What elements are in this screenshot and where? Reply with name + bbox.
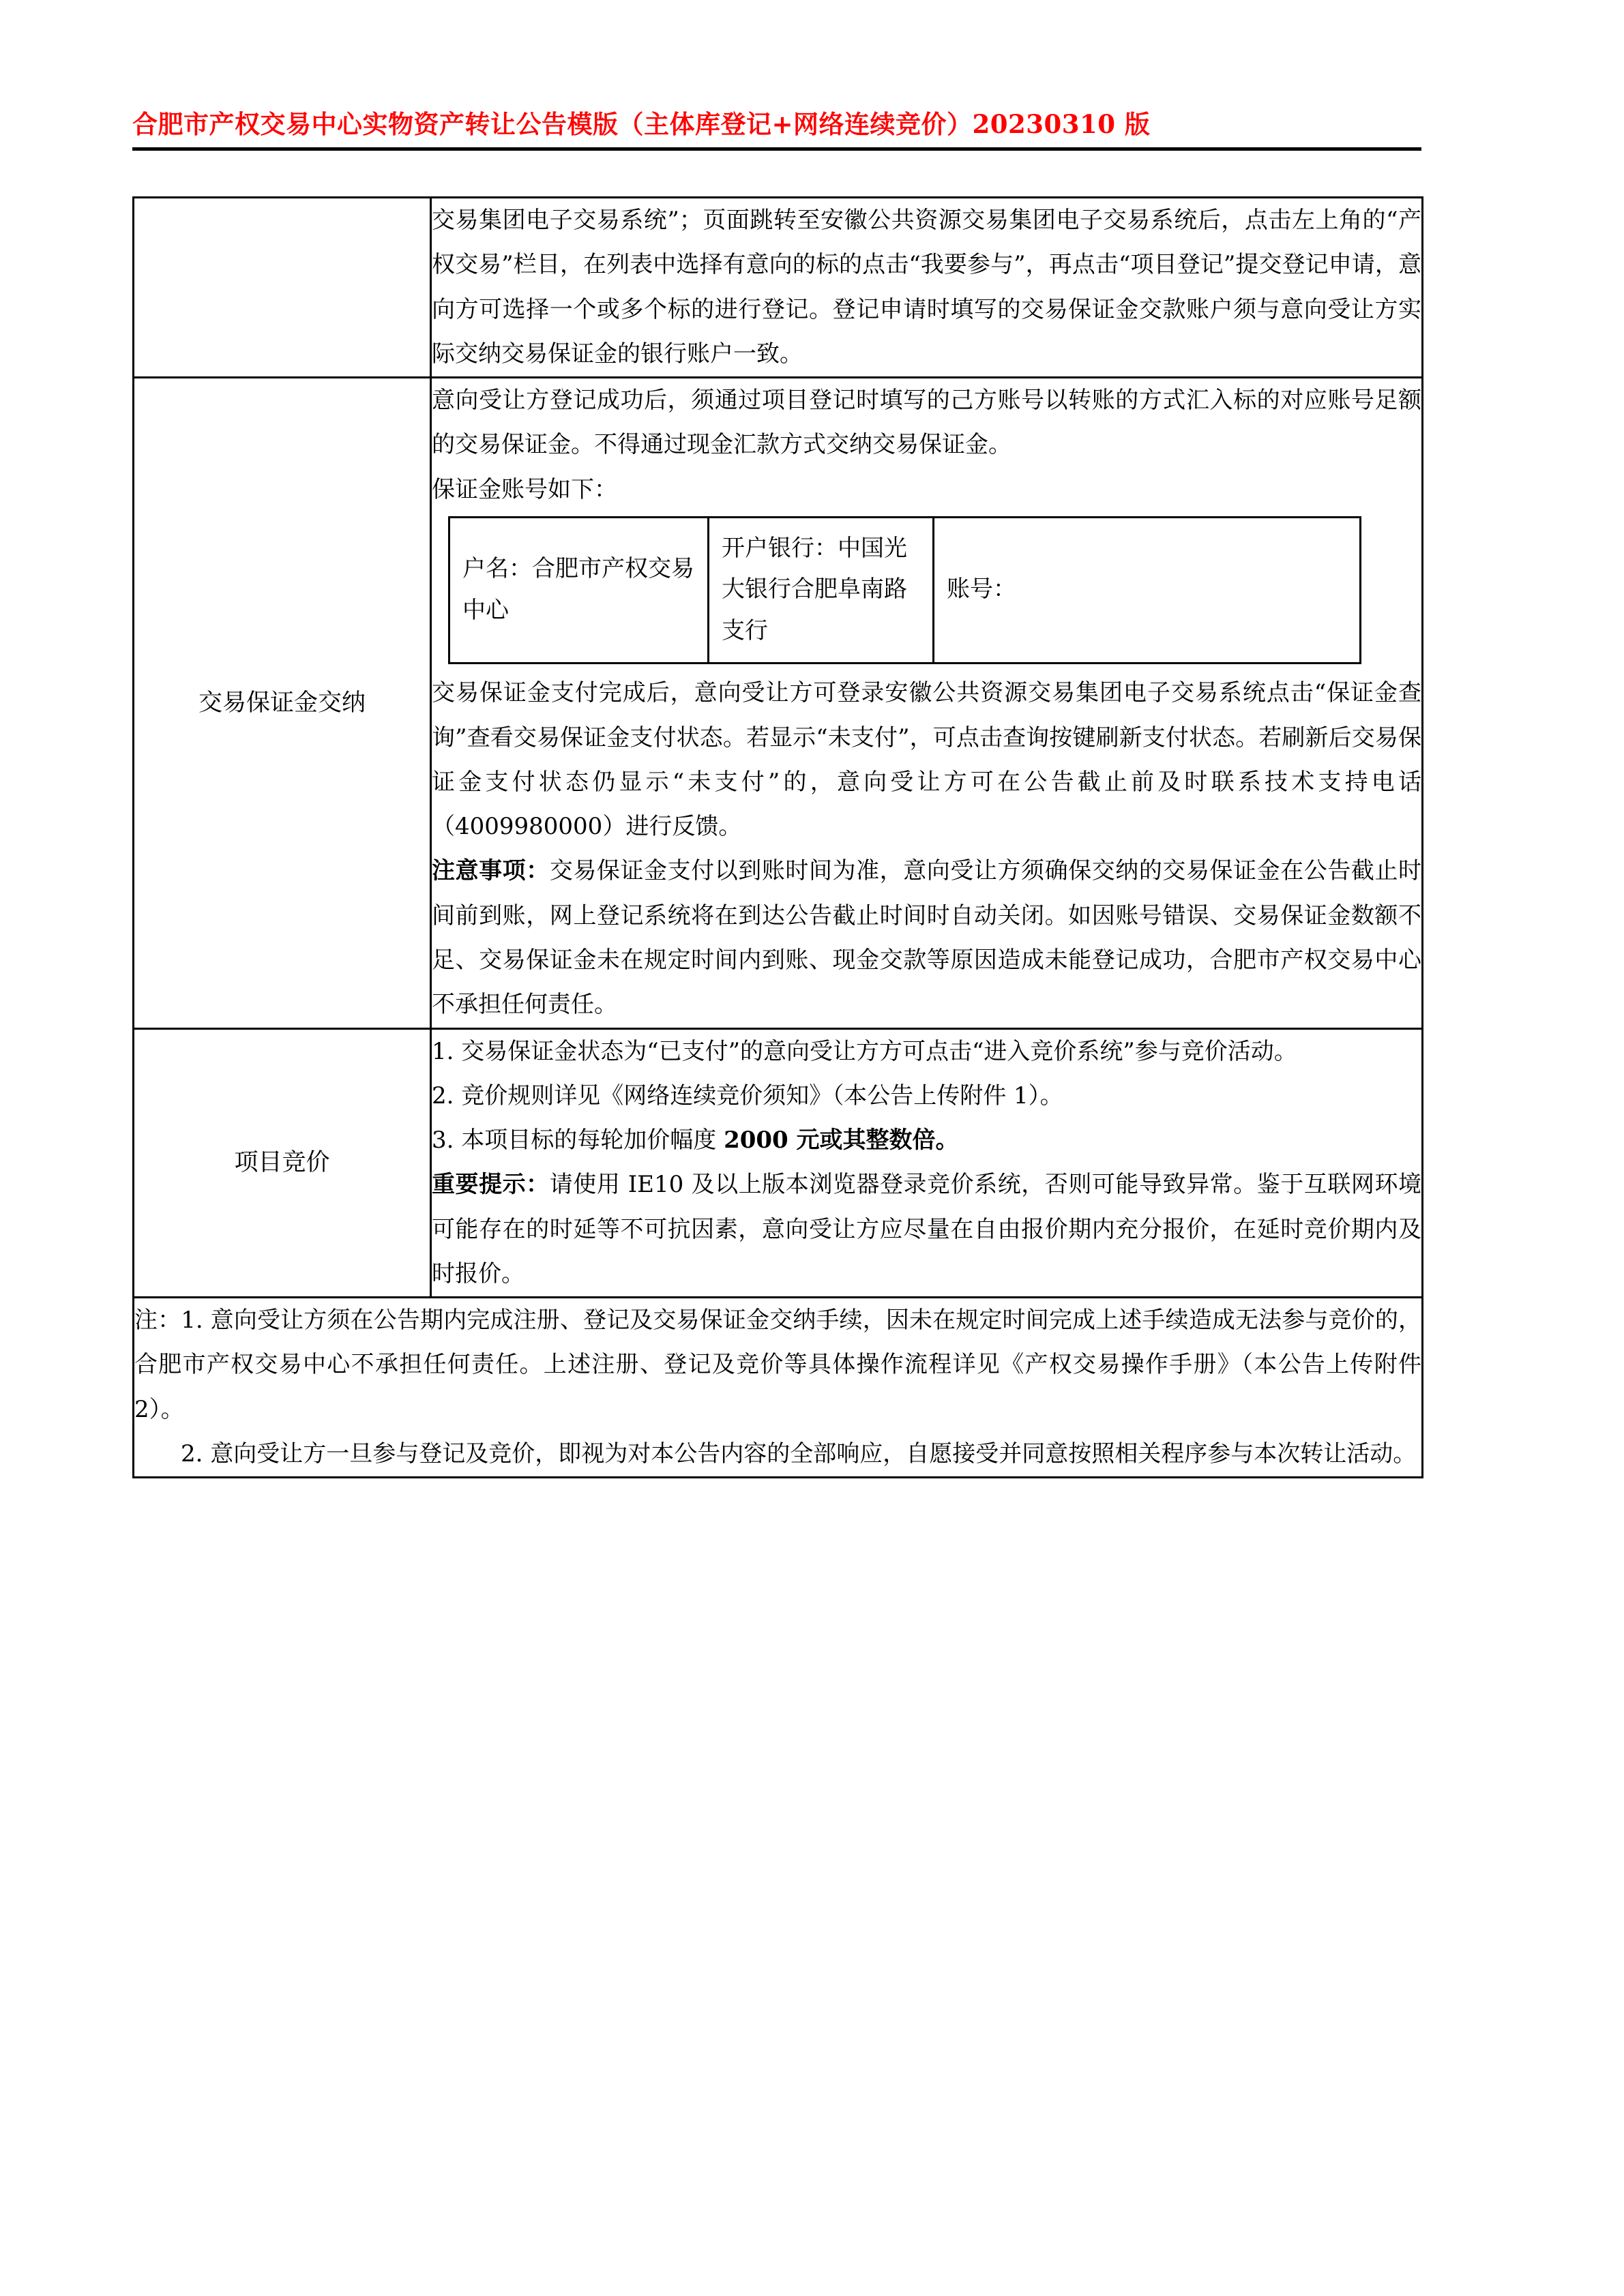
row-body-registration-continued [431,198,1423,378]
deposit-notice-paragraph [432,849,1421,1027]
document-header [132,108,1421,151]
table-row-footer-notes [134,1298,1423,1478]
bidding-item-2: 2. 竞价规则详见《网络连续竞价须知》（本公告上传附件 1）。 [432,1082,1063,1109]
deposit-notice-label: 注意事项： [432,857,550,885]
document-header-title: 合肥市产权交易中心实物资产转让公告模版（主体库登记+网络连续竞价）20230310 版 [132,109,1151,139]
bank-account-table-wrapper [432,512,1421,672]
row-label-empty [134,198,431,378]
footer-note-2: 2. 意向受让方一旦参与登记及竞价，即视为对本公告内容的全部响应，自愿接受并同意按照相关程序参与本次转让活动。 [181,1440,1417,1467]
bidding-increment-amount: 2000 元或其整数倍。 [724,1127,959,1154]
footer-note-1: 注：1. 意向受让方须在公告期内完成注册、登记及交易保证金交纳手续，因未在规定时间完成上述手续造成无法参与竞价的，合肥市产权交易中心不承担任何责任。上述注册、登记及竞价等具体操作流程详见《产权交易操作手册》（本公告上传附件 2）。 [134,1307,1421,1423]
table-row-registration-continued [134,198,1423,378]
table-row-deposit [134,378,1423,1028]
deposit-notice-text: 交易保证金支付以到账时间为准，意向受让方须确保交纳的交易保证金在公告截止时间前到账，网上登记系统将在到达公告截止时间时自动关闭。如因账号错误、交易保证金数额不足、交易保证金未在规定时间内到账、现金交款等原因造成未能登记成功，合肥市产权交易中心不承担任何责任。 [432,857,1422,1019]
footer-notes-cell [134,1298,1423,1478]
bank-name-cell: 开户银行：中国光大银行合肥阜南路支行 [709,517,934,664]
row-body-deposit [431,378,1423,1028]
header-divider-rule [132,147,1421,151]
bank-account-row [449,517,1361,664]
deposit-account-lead-in: 保证金账号如下： [432,475,617,503]
registration-paragraph: 交易集团电子交易系统”；页面跳转至安徽公共资源交易集团电子交易系统后，点击左上角的“产权交易”栏目，在列表中选择有意向的标的点击“我要参与”，再点击“项目登记”提交登记申请，意向方可选择一个或多个标的进行登记。登记申请时填写的交易保证金交款账户须与意向受让方实际交纳交易保证金的银行账户一致。 [432,207,1421,368]
bank-account-table [448,516,1361,665]
bidding-item-3 [432,1118,1421,1163]
deposit-status-query-paragraph: 交易保证金支付完成后，意向受让方可登录安徽公共资源交易集团电子交易系统点击“保证金查询”查看交易保证金支付状态。若显示“未支付”，可点击查询按键刷新支付状态。若刷新后交易保证金支付状态仍显示“未支付”的，意向受让方可在公告截止前及时联系技术支持电话（4009980000）进行反馈。 [432,679,1421,841]
bidding-important-label: 重要提示： [432,1171,550,1199]
table-row-bidding [134,1028,1423,1298]
bidding-increment-prefix: 3. 本项目标的每轮加价幅度 [432,1127,724,1154]
bank-account-number-cell: 账号： [934,517,1361,664]
row-label-deposit: 交易保证金交纳 [134,378,431,1028]
deposit-transfer-paragraph: 意向受让方登记成功后，须通过项目登记时填写的己方账号以转账的方式汇入标的对应账号足额的交易保证金。不得通过现金汇款方式交纳交易保证金。 [432,387,1421,459]
bank-account-name-cell: 户名：合肥市产权交易中心 [449,517,709,664]
announcement-table [132,196,1423,1478]
row-body-bidding [431,1028,1423,1298]
bidding-important-notice [432,1163,1421,1296]
bidding-important-text: 请使用 IE10 及以上版本浏览器登录竞价系统，否则可能导致异常。鉴于互联网环境可能存在的时延等不可抗因素，意向受让方应尽量在自由报价期内充分报价，在延时竞价期内及时报价。 [432,1171,1421,1287]
row-label-bidding: 项目竞价 [134,1028,431,1298]
bidding-item-1: 1. 交易保证金状态为“已支付”的意向受让方方可点击“进入竞价系统”参与竞价活动。 [432,1037,1297,1065]
